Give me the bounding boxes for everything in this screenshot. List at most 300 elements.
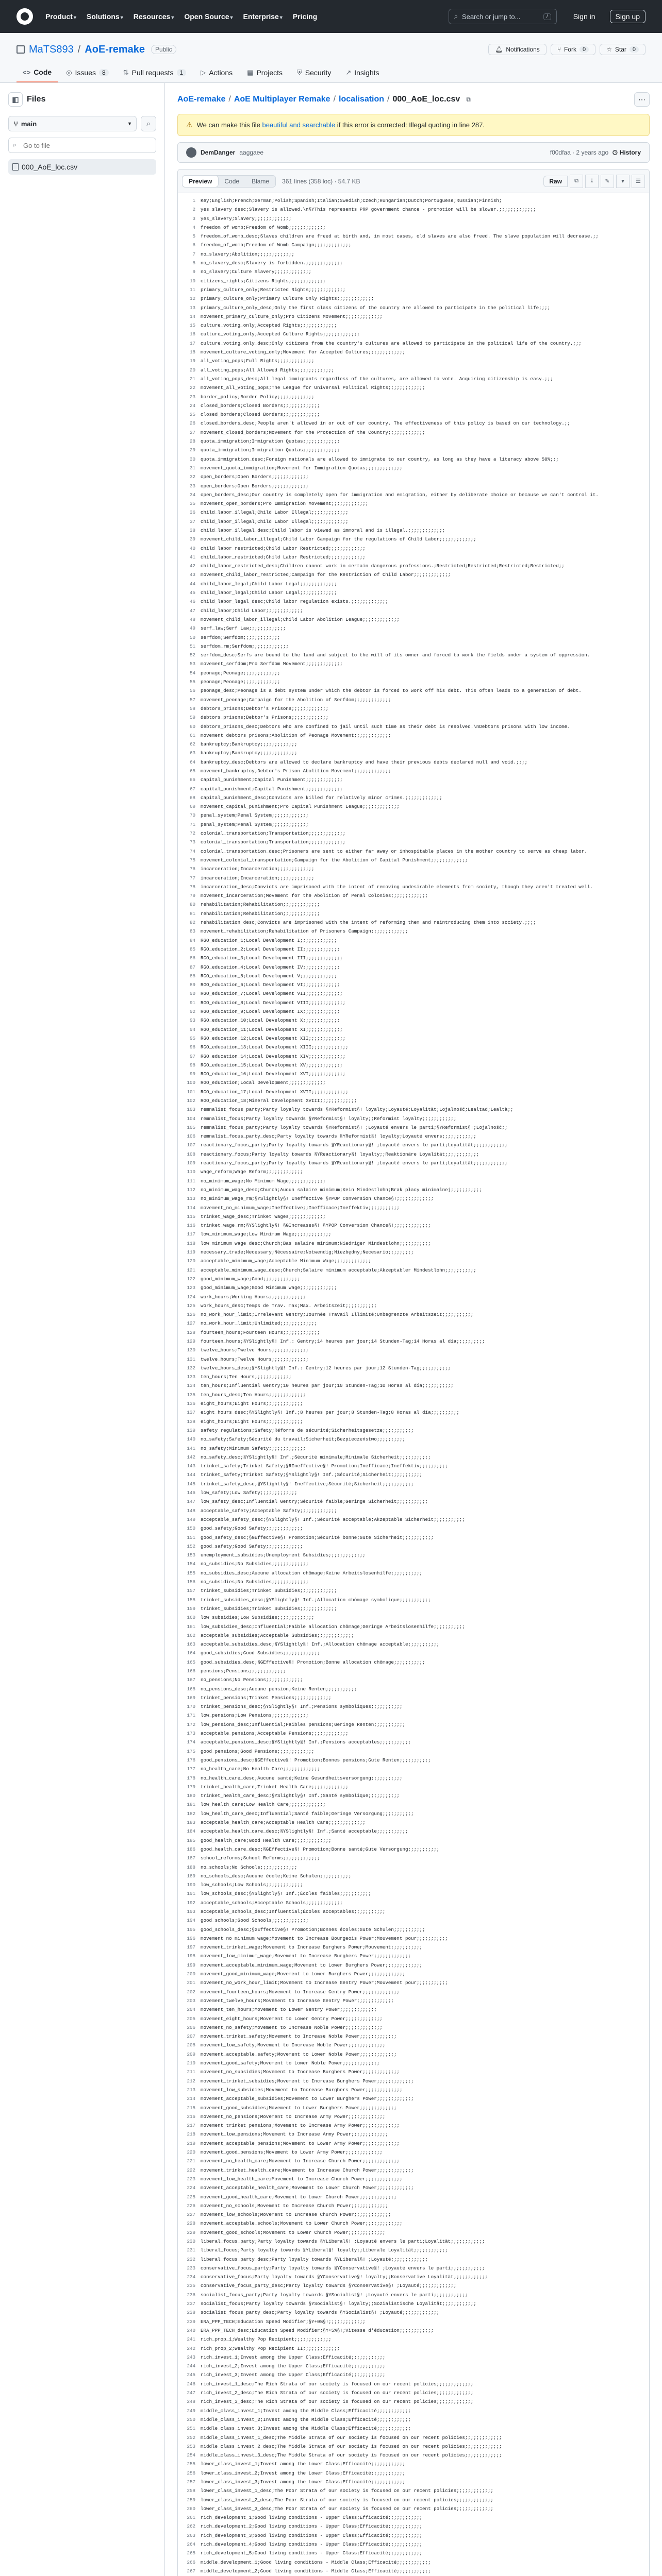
repo-owner-link[interactable]: MaTS893 — [29, 43, 74, 55]
line-number[interactable]: 241 — [187, 2336, 195, 2343]
line-number[interactable]: 194 — [187, 1918, 195, 1924]
line-number[interactable]: 95 — [189, 1035, 195, 1041]
line-number[interactable]: 245 — [187, 2372, 195, 2378]
line-number[interactable]: 135 — [187, 1392, 195, 1398]
line-number[interactable]: 39 — [189, 536, 195, 543]
line-number[interactable]: 185 — [187, 1837, 195, 1843]
line-number[interactable]: 120 — [187, 1258, 195, 1264]
line-number[interactable]: 125 — [187, 1302, 195, 1309]
line-number[interactable]: 38 — [189, 527, 195, 533]
line-number[interactable]: 164 — [187, 1650, 195, 1656]
nav-pricing[interactable] — [293, 12, 317, 21]
line-number[interactable]: 155 — [187, 1570, 195, 1576]
line-number[interactable]: 43 — [189, 572, 195, 578]
line-number[interactable]: 93 — [189, 1018, 195, 1024]
line-number[interactable]: 231 — [187, 2247, 195, 2253]
line-number[interactable]: 87 — [189, 964, 195, 970]
line-number[interactable]: 88 — [189, 973, 195, 979]
line-number[interactable]: 262 — [187, 2523, 195, 2530]
symbols-icon[interactable]: ☰ — [632, 175, 645, 188]
line-number[interactable]: 225 — [187, 2194, 195, 2200]
nav-open-source[interactable] — [184, 12, 233, 21]
line-number[interactable]: 89 — [189, 982, 195, 988]
line-number[interactable]: 62 — [189, 741, 195, 748]
line-number[interactable]: 212 — [187, 2078, 195, 2084]
line-number[interactable]: 200 — [187, 1971, 195, 1977]
line-number[interactable]: 28 — [189, 438, 195, 445]
line-number[interactable]: 179 — [187, 1784, 195, 1790]
line-number[interactable]: 74 — [189, 848, 195, 854]
line-number[interactable]: 100 — [187, 1080, 195, 1086]
commit-message[interactable]: aaggaee — [239, 149, 264, 156]
line-number[interactable]: 94 — [189, 1026, 195, 1032]
github-logo-icon[interactable] — [16, 8, 33, 25]
line-number[interactable]: 220 — [187, 2149, 195, 2156]
line-number[interactable]: 184 — [187, 1828, 195, 1835]
line-number[interactable]: 77 — [189, 875, 195, 881]
line-number[interactable]: 133 — [187, 1374, 195, 1380]
line-number[interactable]: 240 — [187, 2327, 195, 2333]
line-number[interactable]: 12 — [189, 296, 195, 302]
line-number[interactable]: 31 — [189, 465, 195, 471]
line-number[interactable]: 114 — [187, 1205, 195, 1211]
commit-hash[interactable]: f00dfaa · 2 years ago — [550, 149, 609, 156]
line-number[interactable]: 141 — [187, 1445, 195, 1451]
line-number[interactable]: 246 — [187, 2381, 195, 2387]
breadcrumb-folder-link[interactable]: AoE Multiplayer Remake — [234, 95, 330, 104]
line-number[interactable]: 175 — [187, 1748, 195, 1754]
copy-icon[interactable]: ⧉ — [570, 175, 583, 188]
line-number[interactable]: 45 — [189, 590, 195, 596]
line-number[interactable]: 61 — [189, 732, 195, 738]
line-number[interactable]: 227 — [187, 2212, 195, 2218]
code-tab[interactable]: Code — [224, 177, 240, 185]
line-number[interactable]: 111 — [187, 1178, 195, 1184]
line-number[interactable]: 248 — [187, 2399, 195, 2405]
line-number[interactable]: 255 — [187, 2461, 195, 2467]
tab-insights[interactable] — [339, 64, 385, 82]
line-number[interactable]: 137 — [187, 1410, 195, 1416]
notifications-button[interactable] — [488, 44, 547, 55]
line-number[interactable]: 73 — [189, 839, 195, 845]
line-number[interactable]: 6 — [192, 242, 195, 248]
line-number[interactable]: 84 — [189, 937, 195, 943]
tab-security[interactable] — [291, 64, 337, 82]
line-number[interactable]: 264 — [187, 2541, 195, 2548]
line-number[interactable]: 223 — [187, 2176, 195, 2182]
nav-solutions[interactable] — [87, 12, 123, 21]
line-number[interactable]: 1 — [192, 198, 195, 204]
line-number[interactable]: 14 — [189, 313, 195, 319]
line-number[interactable]: 256 — [187, 2470, 195, 2476]
line-number[interactable]: 267 — [187, 2568, 195, 2574]
preview-tab[interactable]: Preview — [183, 176, 218, 187]
line-number[interactable]: 167 — [187, 1677, 195, 1683]
line-number[interactable]: 21 — [189, 376, 195, 382]
line-number[interactable]: 101 — [187, 1089, 195, 1095]
line-number[interactable]: 187 — [187, 1855, 195, 1861]
line-number[interactable]: 47 — [189, 607, 195, 614]
line-number[interactable]: 180 — [187, 1793, 195, 1799]
line-number[interactable]: 170 — [187, 1704, 195, 1710]
line-number[interactable]: 237 — [187, 2301, 195, 2307]
line-number[interactable]: 15 — [189, 323, 195, 329]
chevron-down-icon[interactable]: ▾ — [616, 175, 630, 188]
line-number[interactable]: 76 — [189, 866, 195, 872]
line-number[interactable]: 126 — [187, 1312, 195, 1318]
line-number[interactable]: 30 — [189, 456, 195, 462]
line-number[interactable]: 218 — [187, 2131, 195, 2138]
line-number[interactable]: 226 — [187, 2202, 195, 2209]
line-number[interactable]: 83 — [189, 928, 195, 935]
line-number[interactable]: 183 — [187, 1820, 195, 1826]
line-number[interactable]: 143 — [187, 1463, 195, 1469]
line-number[interactable]: 149 — [187, 1516, 195, 1522]
tab-projects[interactable] — [241, 64, 289, 82]
line-number[interactable]: 147 — [187, 1499, 195, 1505]
line-number[interactable]: 48 — [189, 616, 195, 622]
line-number[interactable]: 57 — [189, 697, 195, 703]
line-number[interactable]: 229 — [187, 2229, 195, 2235]
line-number[interactable]: 80 — [189, 902, 195, 908]
line-number[interactable]: 10 — [189, 278, 195, 284]
line-number[interactable]: 154 — [187, 1561, 195, 1567]
line-number[interactable]: 228 — [187, 2221, 195, 2227]
line-number[interactable]: 176 — [187, 1757, 195, 1763]
line-number[interactable]: 165 — [187, 1659, 195, 1665]
line-number[interactable]: 199 — [187, 1962, 195, 1968]
line-number[interactable]: 85 — [189, 946, 195, 952]
line-number[interactable]: 113 — [187, 1196, 195, 1202]
line-number[interactable]: 91 — [189, 999, 195, 1006]
line-number[interactable]: 59 — [189, 715, 195, 721]
line-number[interactable]: 29 — [189, 447, 195, 453]
line-number[interactable]: 205 — [187, 2015, 195, 2022]
tab-pull-requests[interactable] — [117, 64, 193, 82]
line-number[interactable]: 250 — [187, 2416, 195, 2422]
line-number[interactable]: 236 — [187, 2292, 195, 2298]
line-number[interactable]: 108 — [187, 1151, 195, 1157]
line-number[interactable]: 140 — [187, 1436, 195, 1443]
line-number[interactable]: 106 — [187, 1133, 195, 1140]
banner-link[interactable]: beautiful and searchable — [262, 121, 336, 129]
edit-icon[interactable]: ✎ — [601, 175, 614, 188]
sidebar-collapse-button[interactable]: ◧ — [8, 92, 23, 107]
line-number[interactable]: 46 — [189, 599, 195, 605]
line-number[interactable]: 105 — [187, 1124, 195, 1130]
line-number[interactable]: 136 — [187, 1401, 195, 1407]
line-number[interactable]: 9 — [192, 269, 195, 275]
line-number[interactable]: 242 — [187, 2345, 195, 2351]
line-number[interactable]: 209 — [187, 2051, 195, 2057]
line-number[interactable]: 263 — [187, 2532, 195, 2538]
commit-author[interactable]: DemDanger — [201, 149, 236, 156]
line-number[interactable]: 230 — [187, 2238, 195, 2244]
line-number[interactable]: 4 — [192, 224, 195, 230]
line-number[interactable]: 3 — [192, 215, 195, 222]
line-number[interactable]: 90 — [189, 991, 195, 997]
line-number[interactable]: 210 — [187, 2060, 195, 2066]
tree-file-item[interactable] — [8, 159, 156, 175]
line-number[interactable]: 169 — [187, 1694, 195, 1701]
line-number[interactable]: 20 — [189, 367, 195, 373]
line-number[interactable]: 79 — [189, 893, 195, 899]
history-button[interactable] — [613, 149, 641, 157]
line-number[interactable]: 98 — [189, 1062, 195, 1068]
line-number[interactable]: 97 — [189, 1053, 195, 1059]
line-number[interactable]: 27 — [189, 429, 195, 435]
line-number[interactable]: 124 — [187, 1294, 195, 1300]
line-number[interactable]: 102 — [187, 1097, 195, 1104]
copy-path-icon[interactable]: ⧉ — [466, 95, 471, 103]
line-number[interactable]: 234 — [187, 2274, 195, 2280]
more-options-button[interactable]: ⋯ — [634, 92, 650, 107]
line-number[interactable]: 174 — [187, 1739, 195, 1745]
line-number[interactable]: 33 — [189, 483, 195, 489]
line-number[interactable]: 110 — [187, 1169, 195, 1175]
line-number[interactable]: 181 — [187, 1802, 195, 1808]
nav-product[interactable] — [45, 12, 76, 21]
line-number[interactable]: 162 — [187, 1632, 195, 1638]
line-number[interactable]: 173 — [187, 1731, 195, 1737]
line-number[interactable]: 261 — [187, 2515, 195, 2521]
line-number[interactable]: 82 — [189, 920, 195, 926]
line-number[interactable]: 244 — [187, 2363, 195, 2369]
line-number[interactable]: 196 — [187, 1935, 195, 1941]
line-number[interactable]: 160 — [187, 1615, 195, 1621]
line-number[interactable]: 214 — [187, 2096, 195, 2102]
line-number[interactable]: 153 — [187, 1552, 195, 1558]
line-number[interactable]: 56 — [189, 688, 195, 694]
line-number[interactable]: 65 — [189, 768, 195, 774]
line-number[interactable]: 37 — [189, 518, 195, 524]
tab-issues[interactable] — [60, 64, 115, 82]
sign-in-link[interactable]: Sign in — [573, 12, 595, 21]
sign-up-button[interactable]: Sign up — [610, 10, 646, 23]
line-number[interactable]: 107 — [187, 1142, 195, 1148]
nav-enterprise[interactable] — [243, 12, 283, 21]
line-number[interactable]: 201 — [187, 1980, 195, 1986]
line-number[interactable]: 26 — [189, 420, 195, 427]
line-number[interactable]: 259 — [187, 2497, 195, 2503]
line-number[interactable]: 254 — [187, 2452, 195, 2459]
line-number[interactable]: 213 — [187, 2087, 195, 2093]
line-number[interactable]: 189 — [187, 1873, 195, 1879]
line-number[interactable]: 266 — [187, 2559, 195, 2565]
line-number[interactable]: 204 — [187, 2007, 195, 2013]
line-number[interactable]: 251 — [187, 2426, 195, 2432]
line-number[interactable]: 25 — [189, 412, 195, 418]
line-number[interactable]: 265 — [187, 2550, 195, 2556]
line-number[interactable]: 7 — [192, 251, 195, 257]
line-number[interactable]: 78 — [189, 884, 195, 890]
line-number[interactable]: 130 — [187, 1347, 195, 1353]
breadcrumb-repo-link[interactable]: AoE-remake — [177, 95, 226, 104]
line-number[interactable]: 58 — [189, 705, 195, 711]
line-number[interactable]: 129 — [187, 1338, 195, 1344]
star-button[interactable] — [600, 44, 646, 55]
line-number[interactable]: 86 — [189, 955, 195, 961]
line-number[interactable]: 191 — [187, 1891, 195, 1897]
line-number[interactable]: 54 — [189, 670, 195, 676]
line-number[interactable]: 118 — [187, 1240, 195, 1246]
line-number[interactable]: 157 — [187, 1588, 195, 1594]
line-number[interactable]: 60 — [189, 723, 195, 730]
line-number[interactable]: 171 — [187, 1713, 195, 1719]
line-number[interactable]: 2 — [192, 207, 195, 213]
line-number[interactable]: 192 — [187, 1900, 195, 1906]
line-number[interactable]: 221 — [187, 2158, 195, 2164]
line-number[interactable]: 159 — [187, 1605, 195, 1612]
line-number[interactable]: 109 — [187, 1160, 195, 1166]
goto-file-input[interactable] — [8, 138, 156, 153]
line-number[interactable]: 158 — [187, 1597, 195, 1603]
line-number[interactable]: 188 — [187, 1864, 195, 1870]
line-number[interactable]: 216 — [187, 2113, 195, 2120]
line-number[interactable]: 49 — [189, 625, 195, 632]
repo-name-link[interactable]: AoE-remake — [85, 43, 145, 55]
line-number[interactable]: 36 — [189, 510, 195, 516]
line-number[interactable]: 217 — [187, 2123, 195, 2129]
search-files-button[interactable] — [141, 116, 156, 131]
line-number[interactable]: 19 — [189, 358, 195, 364]
line-number[interactable]: 18 — [189, 349, 195, 355]
line-number[interactable]: 222 — [187, 2167, 195, 2173]
line-number[interactable]: 172 — [187, 1721, 195, 1727]
line-number[interactable]: 52 — [189, 652, 195, 658]
line-number[interactable]: 243 — [187, 2354, 195, 2360]
line-number[interactable]: 168 — [187, 1686, 195, 1692]
line-number[interactable]: 66 — [189, 777, 195, 783]
line-number[interactable]: 64 — [189, 759, 195, 765]
tab-code[interactable] — [16, 64, 58, 82]
line-number[interactable]: 161 — [187, 1623, 195, 1630]
line-number[interactable]: 193 — [187, 1909, 195, 1914]
line-number[interactable]: 238 — [187, 2310, 195, 2316]
line-number[interactable]: 249 — [187, 2408, 195, 2414]
line-number[interactable]: 215 — [187, 2105, 195, 2111]
line-number[interactable]: 190 — [187, 1882, 195, 1888]
line-number[interactable]: 67 — [189, 786, 195, 792]
line-number[interactable]: 247 — [187, 2390, 195, 2396]
line-number[interactable]: 50 — [189, 634, 195, 640]
line-number[interactable]: 103 — [187, 1107, 195, 1113]
line-number[interactable]: 55 — [189, 679, 195, 685]
tab-actions[interactable] — [194, 64, 239, 82]
global-search-input[interactable] — [449, 9, 557, 24]
line-number[interactable]: 69 — [189, 804, 195, 810]
line-number[interactable]: 22 — [189, 385, 195, 391]
line-number[interactable]: 112 — [187, 1187, 195, 1193]
fork-button[interactable] — [551, 44, 595, 55]
line-number[interactable]: 44 — [189, 581, 195, 587]
line-number[interactable]: 117 — [187, 1231, 195, 1238]
line-number[interactable]: 128 — [187, 1329, 195, 1335]
line-number[interactable]: 35 — [189, 501, 195, 507]
line-number[interactable]: 233 — [187, 2265, 195, 2271]
line-number[interactable]: 211 — [187, 2069, 195, 2075]
line-number[interactable]: 202 — [187, 1989, 195, 1995]
avatar[interactable] — [186, 147, 196, 158]
line-number[interactable]: 119 — [187, 1249, 195, 1256]
line-number[interactable]: 115 — [187, 1213, 195, 1219]
line-number[interactable]: 177 — [187, 1766, 195, 1772]
line-number[interactable]: 253 — [187, 2443, 195, 2449]
line-number[interactable]: 178 — [187, 1775, 195, 1781]
line-number[interactable]: 139 — [187, 1427, 195, 1433]
line-number[interactable]: 51 — [189, 643, 195, 649]
blame-tab[interactable]: Blame — [252, 177, 270, 185]
line-number[interactable]: 40 — [189, 545, 195, 551]
line-number[interactable]: 68 — [189, 794, 195, 801]
line-number[interactable]: 72 — [189, 831, 195, 837]
line-number[interactable]: 208 — [187, 2042, 195, 2048]
line-number[interactable]: 224 — [187, 2185, 195, 2191]
line-number[interactable]: 81 — [189, 910, 195, 917]
line-number[interactable]: 144 — [187, 1472, 195, 1478]
line-number[interactable]: 207 — [187, 2033, 195, 2040]
line-number[interactable]: 132 — [187, 1365, 195, 1371]
line-number[interactable]: 182 — [187, 1810, 195, 1817]
branch-select[interactable] — [8, 116, 137, 131]
line-number[interactable]: 116 — [187, 1223, 195, 1229]
line-number[interactable]: 163 — [187, 1641, 195, 1648]
line-number[interactable]: 92 — [189, 1009, 195, 1015]
line-number[interactable]: 146 — [187, 1490, 195, 1496]
line-number[interactable]: 203 — [187, 1997, 195, 2004]
line-number[interactable]: 239 — [187, 2318, 195, 2325]
line-number[interactable]: 121 — [187, 1267, 195, 1273]
line-number[interactable]: 134 — [187, 1383, 195, 1389]
line-number[interactable]: 41 — [189, 554, 195, 560]
line-number[interactable]: 257 — [187, 2479, 195, 2485]
line-number[interactable]: 71 — [189, 821, 195, 827]
line-number[interactable]: 197 — [187, 1944, 195, 1951]
line-number[interactable]: 96 — [189, 1044, 195, 1050]
line-number[interactable]: 131 — [187, 1356, 195, 1362]
line-number[interactable]: 34 — [189, 492, 195, 498]
line-number[interactable]: 235 — [187, 2283, 195, 2289]
line-number[interactable]: 70 — [189, 812, 195, 819]
line-number[interactable]: 150 — [187, 1526, 195, 1532]
line-number[interactable]: 42 — [189, 563, 195, 569]
line-number[interactable]: 219 — [187, 2140, 195, 2146]
line-number[interactable]: 11 — [189, 286, 195, 293]
line-number[interactable]: 99 — [189, 1071, 195, 1077]
line-number[interactable]: 151 — [187, 1534, 195, 1540]
line-number[interactable]: 16 — [189, 331, 195, 337]
line-number[interactable]: 122 — [187, 1276, 195, 1282]
line-number[interactable]: 258 — [187, 2488, 195, 2494]
nav-resources[interactable] — [134, 12, 174, 21]
line-number[interactable]: 8 — [192, 260, 195, 266]
line-number[interactable]: 232 — [187, 2256, 195, 2262]
line-number[interactable]: 127 — [187, 1320, 195, 1327]
line-number[interactable]: 123 — [187, 1285, 195, 1291]
line-number[interactable]: 63 — [189, 750, 195, 756]
line-number[interactable]: 198 — [187, 1953, 195, 1959]
line-number[interactable]: 138 — [187, 1418, 195, 1425]
line-number[interactable]: 142 — [187, 1454, 195, 1460]
line-number[interactable]: 152 — [187, 1543, 195, 1549]
line-number[interactable]: 260 — [187, 2505, 195, 2512]
line-number[interactable]: 75 — [189, 857, 195, 863]
line-number[interactable]: 195 — [187, 1926, 195, 1933]
line-number[interactable]: 206 — [187, 2024, 195, 2030]
download-icon[interactable]: ⤓ — [585, 175, 599, 188]
line-number[interactable]: 13 — [189, 304, 195, 311]
line-number[interactable]: 186 — [187, 1846, 195, 1852]
